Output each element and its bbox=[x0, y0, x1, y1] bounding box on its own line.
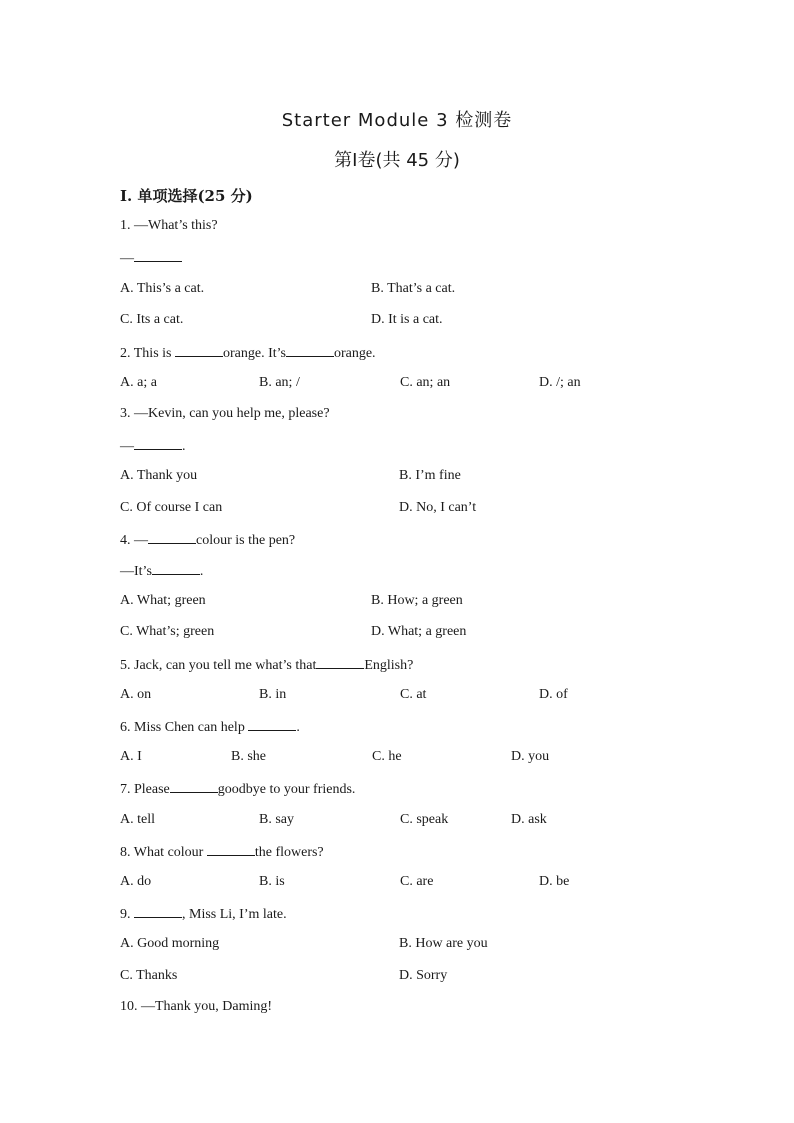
paper-part-title: 第Ⅰ卷(共 45 分) bbox=[334, 150, 460, 171]
question-1-option-c: C. Its a cat. bbox=[120, 312, 184, 327]
question-5-option-a: A. on bbox=[120, 687, 152, 702]
stem-part: orange. bbox=[333, 346, 376, 361]
question-8-option-d: D. be bbox=[539, 874, 570, 889]
question-4-option-b: B. How; a green bbox=[371, 593, 463, 608]
stem-part: orange. It’s bbox=[222, 346, 286, 361]
question-2-option-b: B. an; / bbox=[259, 375, 300, 390]
stem-part: colour is the pen? bbox=[196, 533, 296, 548]
question-4-option-d: D. What; a green bbox=[371, 624, 467, 639]
question-8-option-a: A. do bbox=[120, 874, 152, 889]
stem-part: 5. Jack, can you tell me what’s that bbox=[120, 658, 317, 673]
stem-part: 6. Miss Chen can help bbox=[120, 720, 245, 735]
stem-part: 9. bbox=[120, 907, 134, 922]
question-6-option-d: D. you bbox=[511, 749, 550, 764]
stem-part: 2. This is bbox=[120, 346, 172, 361]
stem-part: , Miss Li, I’m late. bbox=[182, 907, 287, 922]
question-8-option-c: C. are bbox=[400, 874, 434, 889]
question-3-stem: 3. —Kevin, can you help me, please? bbox=[120, 406, 330, 421]
answer-blank bbox=[207, 843, 255, 856]
question-9-option-d: D. Sorry bbox=[399, 968, 448, 983]
question-9-stem bbox=[120, 905, 287, 923]
question-3-option-b: B. I’m fine bbox=[399, 468, 461, 483]
question-4-option-c: C. What’s; green bbox=[120, 624, 215, 639]
question-5-option-c: C. at bbox=[400, 687, 427, 702]
question-2-stem bbox=[120, 344, 376, 362]
question-3-option-d: D. No, I can’t bbox=[399, 500, 477, 515]
answer-blank bbox=[152, 562, 200, 575]
stem-part: 7. Please bbox=[120, 782, 170, 797]
question-7-stem bbox=[120, 780, 355, 798]
dash-text: — bbox=[120, 439, 134, 454]
question-4-reply bbox=[120, 562, 203, 580]
reply-part: —It’s bbox=[120, 564, 152, 579]
question-2-option-c: C. an; an bbox=[400, 375, 451, 390]
answer-blank bbox=[134, 905, 182, 918]
question-4-option-a: A. What; green bbox=[120, 593, 206, 608]
answer-blank bbox=[148, 531, 196, 544]
stem-part: the flowers? bbox=[254, 845, 324, 860]
question-1-option-b: B. That’s a cat. bbox=[371, 281, 456, 296]
period-text: . bbox=[182, 439, 186, 454]
question-5-option-b: B. in bbox=[259, 687, 287, 702]
question-6-option-b: B. she bbox=[231, 749, 266, 764]
stem-part: 8. What colour bbox=[120, 845, 204, 860]
question-2-option-d: D. /; an bbox=[539, 375, 581, 390]
question-6-option-a: A. I bbox=[120, 749, 142, 764]
question-4-stem bbox=[120, 531, 295, 549]
question-7-option-d: D. ask bbox=[511, 812, 547, 827]
question-9-option-a: A. Good morning bbox=[120, 936, 220, 951]
question-8-option-b: B. is bbox=[259, 874, 285, 889]
answer-blank bbox=[248, 718, 296, 731]
question-7-option-b: B. say bbox=[259, 812, 294, 827]
question-2-option-a: A. a; a bbox=[120, 375, 157, 390]
stem-part: English? bbox=[364, 658, 414, 673]
question-9-option-b: B. How are you bbox=[399, 936, 488, 951]
question-1-stem: 1. —What’s this? bbox=[120, 218, 218, 233]
question-5-stem bbox=[120, 656, 413, 674]
question-6-stem bbox=[120, 718, 300, 736]
period-text: . bbox=[199, 564, 204, 579]
question-3-option-c: C. Of course I can bbox=[120, 500, 223, 515]
answer-blank bbox=[134, 249, 182, 262]
question-1-option-d: D. It is a cat. bbox=[371, 312, 443, 327]
question-3-reply bbox=[120, 437, 186, 455]
answer-blank bbox=[134, 437, 182, 450]
question-1-reply bbox=[120, 249, 182, 267]
question-5-option-d: D. of bbox=[539, 687, 568, 702]
question-7-option-a: A. tell bbox=[120, 812, 155, 827]
stem-part: goodbye to your friends. bbox=[217, 782, 356, 797]
section-title: Ⅰ. 单项选择(25 分) bbox=[120, 187, 253, 205]
page-title: Starter Module 3 检测卷 bbox=[281, 110, 513, 131]
answer-blank bbox=[286, 344, 334, 357]
dash-text: — bbox=[120, 251, 134, 266]
answer-blank bbox=[316, 656, 364, 669]
question-6-option-c: C. he bbox=[372, 749, 402, 764]
stem-part: 4. — bbox=[120, 533, 148, 548]
question-8-stem bbox=[120, 843, 324, 861]
question-1-option-a: A. This’s a cat. bbox=[120, 281, 205, 296]
period-text: . bbox=[296, 720, 300, 735]
question-9-option-c: C. Thanks bbox=[120, 968, 178, 983]
question-7-option-c: C. speak bbox=[400, 812, 449, 827]
question-3-option-a: A. Thank you bbox=[120, 468, 198, 483]
answer-blank bbox=[170, 780, 218, 793]
question-10-stem: 10. —Thank you, Daming! bbox=[120, 999, 273, 1014]
answer-blank bbox=[175, 344, 223, 357]
